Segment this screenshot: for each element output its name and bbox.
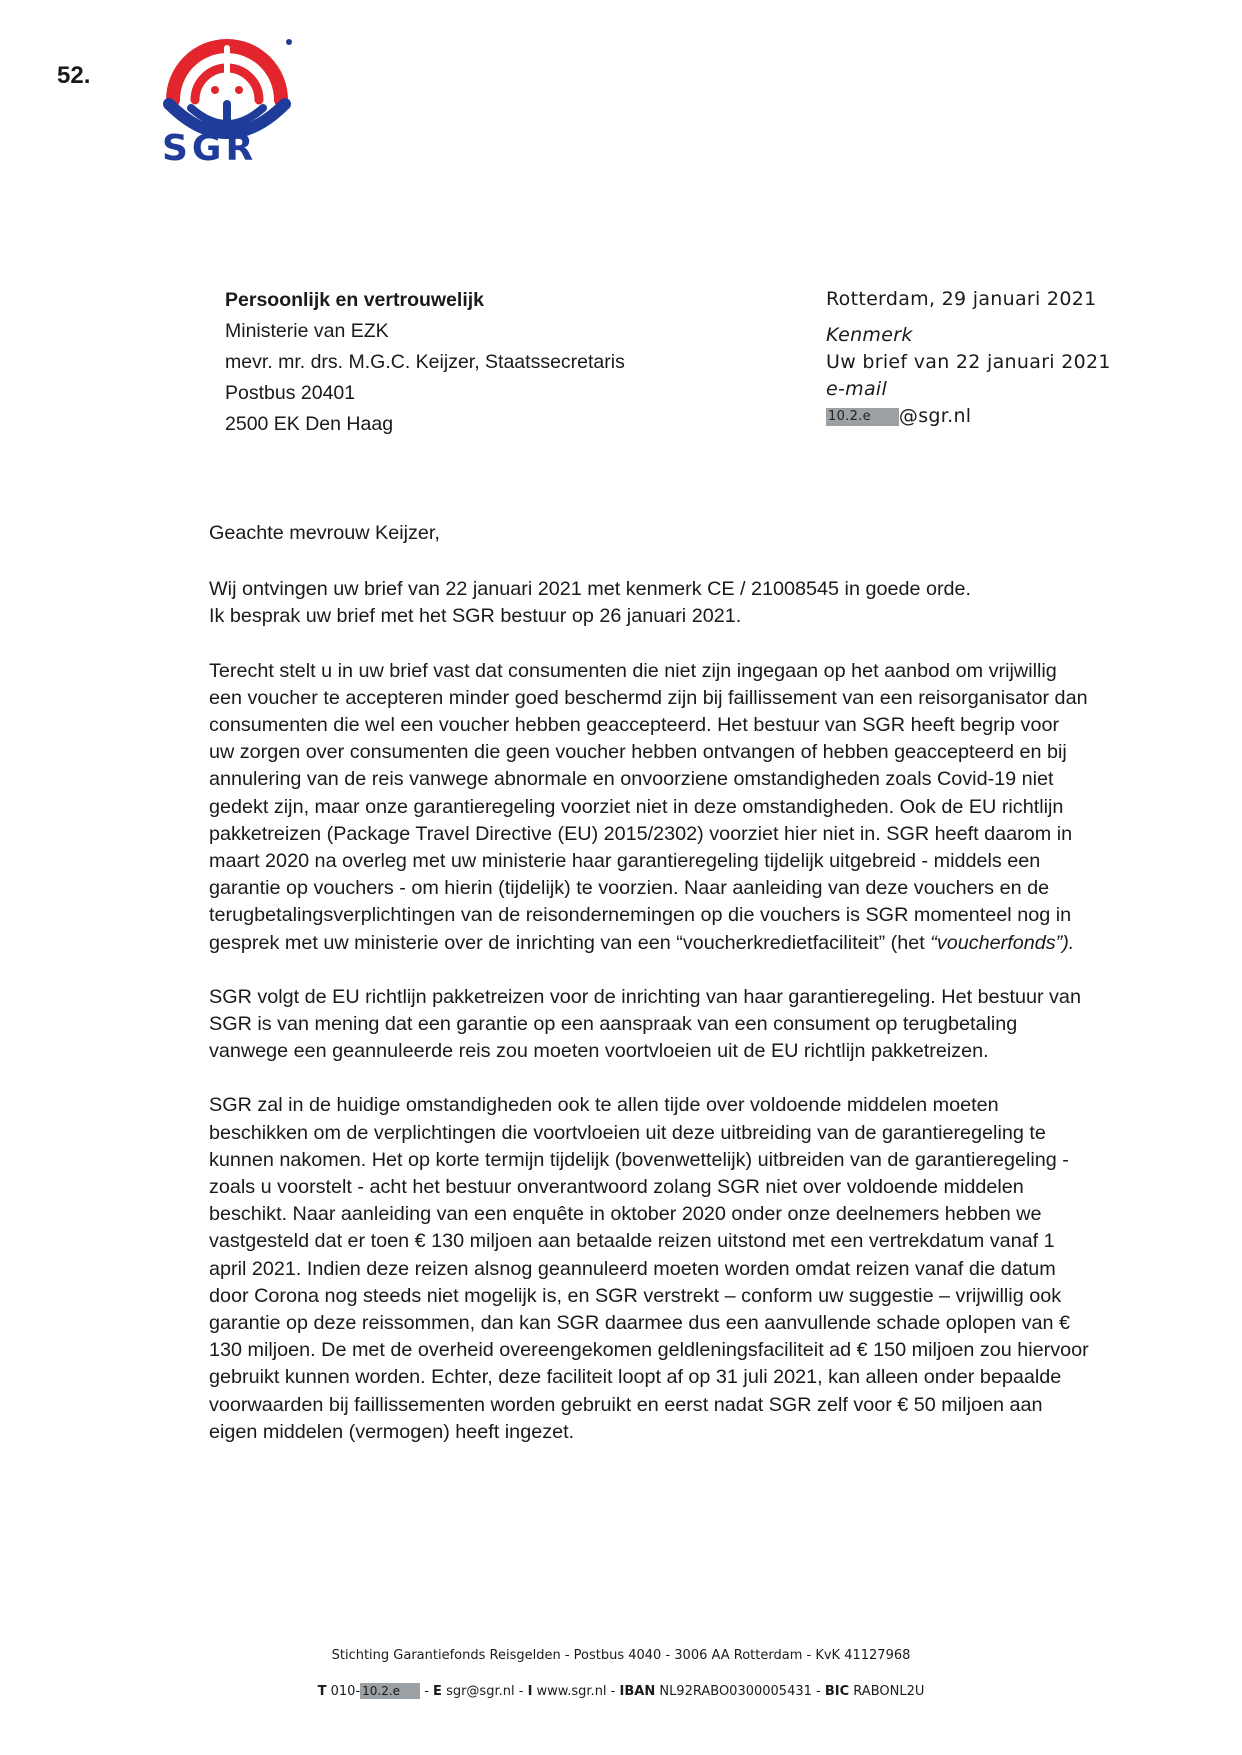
paragraph-1-line-1: Wij ontvingen uw brief van 22 januari 2021 met kenmerk CE / 21008545 in goede orde. (209, 578, 972, 601)
addressee-line: mevr. mr. drs. M.G.C. Keijzer, Staatssecretaris (225, 351, 625, 373)
email-label: e-mail (826, 378, 888, 400)
paragraph-3: SGR volgt de EU richtlijn pakketreizen voor de inrichting van haar garantieregeling. Het bestuur van SGR is van mening dat een garantie op een aanspraak van een consument op terugbetaling vanwege een geannuleerde reis zou moeten voortvloeien uit de EU richtlijn pakketreizen. (209, 985, 1081, 1063)
place-date: Rotterdam, 29 januari 2021 (826, 288, 1097, 310)
paragraph-1-line-2: Ik besprak uw brief met het SGR bestuur op 26 januari 2021. (209, 605, 742, 628)
paragraph-2-text: Terecht stelt u in uw brief vast dat consumenten die niet zijn ingegaan op het aanbod om vrijwillig een voucher te accepteren minder goed beschermd zijn bij faillissement van een reisorganisator dan consumenten die wel een voucher hebben geaccepteerd. Het bestuur van SGR heeft begrip voor uw zorgen over consumenten die geen voucher hebben ontvangen of hebben geaccepteerd en bij annulering van de reis vanwege abnormale en onvoorziene omstandigheden zoals Covid-19 niet gedekt zijn, maar onze garantieregeling voorziet niet in deze omstandigheden. Ook de EU richtlijn pakketreizen (Package Travel Directive (EU) 2015/2302) voorziet hier niet in. SGR heeft daarom in maart 2020 na overleg met uw ministerie haar garantieregeling tijdelijk uitgebreid - middels een garantie op vouchers - om hierin (tijdelijk) te voorzien. Naar aanleiding van deze vouchers en de terugbetalingsverplichtingen van de reisondernemingen op die vouchers is SGR momenteel nog in gesprek met uw ministerie over de inrichting van een “voucherkredietfaciliteit” (het (209, 659, 1088, 954)
footer-i-label: I (527, 1684, 533, 1699)
footer-bic-label: BIC (824, 1684, 850, 1699)
email-domain: @sgr.nl (898, 405, 972, 427)
confidential-label: Persoonlijk en vertrouwelijk (225, 289, 485, 311)
footer-email: sgr@sgr.nl (446, 1684, 515, 1699)
page-number: 52. (57, 62, 91, 89)
footer-phone-redaction: 10.2.e (360, 1683, 420, 1699)
paragraph-2-emphasis: “voucherfonds”). (930, 931, 1075, 954)
paragraph-1 (209, 576, 1089, 630)
footer-t-prefix: 010- (330, 1684, 361, 1699)
footer-contact: T 010- 10.2.e - E sgr@sgr.nl - I www.sgr.nl - IBAN NL92RABO0300005431 - BIC RABONL2U (317, 1684, 925, 1699)
footer-t-label: T (317, 1684, 327, 1699)
email-value (826, 403, 1111, 430)
kenmerk-label: Kenmerk (826, 324, 913, 346)
footer-address: Stichting Garantiefonds Reisgelden - Postbus 4040 - 3006 AA Rotterdam - KvK 41127968 (331, 1648, 911, 1663)
kenmerk-value: Uw brief van 22 januari 2021 (826, 351, 1111, 373)
addressee-block (225, 285, 625, 440)
logo-text: SGR (162, 128, 258, 169)
addressee-line: Postbus 20401 (225, 382, 356, 404)
email-redaction: 10.2.e (826, 408, 899, 426)
salutation: Geachte mevrouw Keijzer, (209, 522, 440, 544)
footer-e-label: E (433, 1684, 442, 1699)
addressee-line: Ministerie van EZK (225, 320, 389, 342)
footer-iban: NL92RABO0300005431 (659, 1684, 812, 1699)
footer-bic: RABONL2U (853, 1684, 925, 1699)
footer-iban-label: IBAN (619, 1684, 656, 1699)
letter-meta (826, 286, 1111, 430)
paragraph-4: SGR zal in de huidige omstandigheden ook te allen tijde over voldoende middelen moeten beschikken om de verplichtingen die voortvloeien uit deze uitbreiding van de garantieregeling te kunnen nakomen. Het op korte termijn tijdelijk (bovenwettelijk) uitbreiden van de garantieregeling - zoals u voorstelt - acht het bestuur onverantwoord zolang SGR niet over voldoende middelen beschikt. Naar aanleiding van een enquête in oktober 2020 onder onze deelnemers hebben we vastgesteld dat er toen € 130 miljoen aan betaalde reizen uitstond met een vertrekdatum vanaf 1 april 2021. Indien deze reizen alsnog geannuleerd moeten worden omdat reizen vanaf die datum door Corona nog steeds niet mogelijk is, en SGR verstrekt – conform uw suggestie – vrijwillig ook garantie op deze reissommen, dan kan SGR daarmee dus een aanvullende schade oplopen van € 130 miljoen. De met de overheid overeengekomen geldleningsfaciliteit ad € 150 miljoen zou hiervoor gebruikt kunnen worden. Echter, deze faciliteit loopt af op 31 juli 2021, kan alleen onder bepaalde voorwaarden bij faillissementen worden gebruikt en eerst nadat SGR zelf voor € 50 miljoen aan eigen middelen (vermogen) heeft ingezet. (209, 1094, 1089, 1443)
letter-body (209, 520, 1089, 1473)
paragraph-2 (209, 658, 1089, 957)
addressee-line: 2500 EK Den Haag (225, 413, 394, 435)
footer-website: www.sgr.nl (536, 1684, 607, 1699)
